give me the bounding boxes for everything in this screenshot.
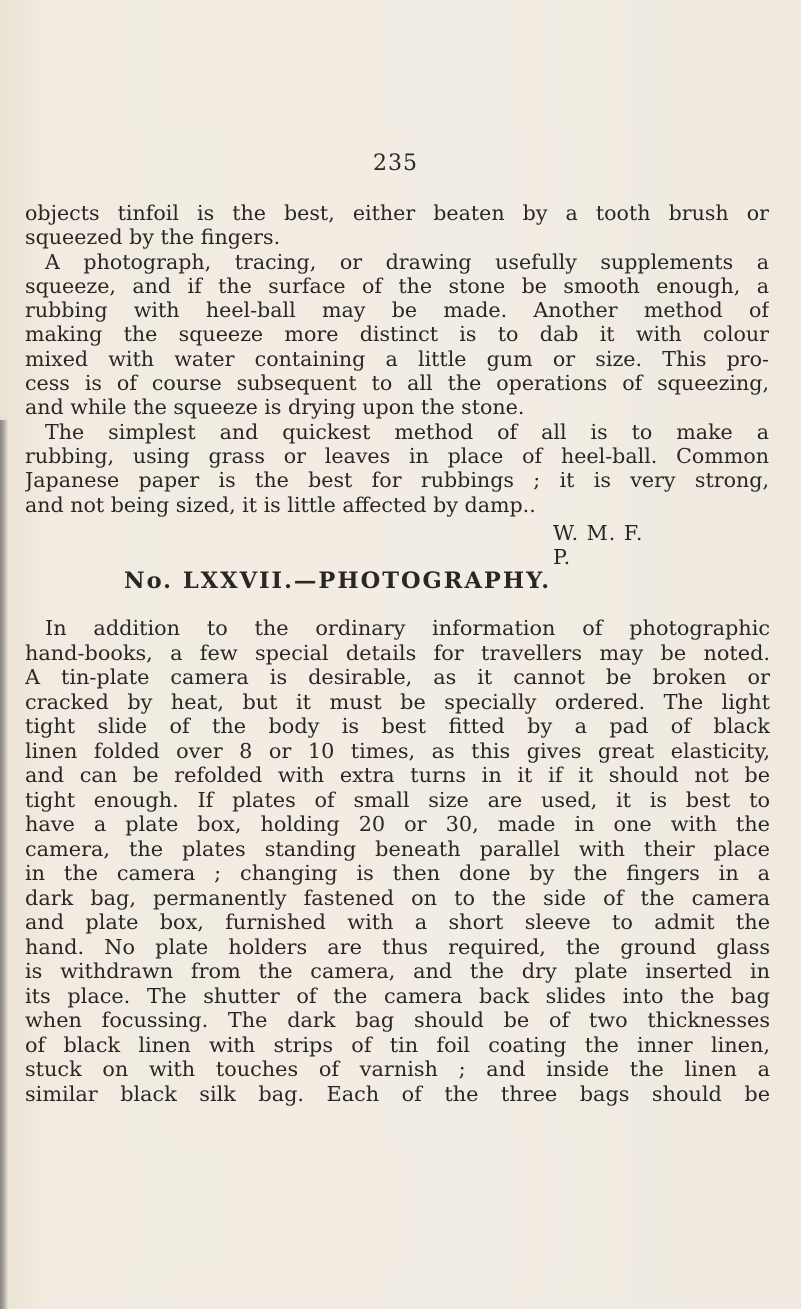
text-line: making the squeeze more distinct is to dab it with colour [25,322,769,347]
text-line: squeeze, and if the surface of the stone be smooth enough, a [25,273,769,298]
text-line: and not being sized, it is little affected by damp.. [25,492,536,517]
text-line: in the camera ; changing is then done by the fingers in a [25,861,770,885]
text-line: tight enough. If plates of small size are used, it is best to [25,787,770,812]
text-line: linen folded over 8 or 10 times, as this gives great elasticity, [25,738,770,763]
text-line: A photograph, tracing, or drawing usefully supplements a [45,249,769,274]
text-line: hand-books, a few special details for travellers may be noted. [25,640,770,665]
text-line: A tin-plate camera is desirable, as it cannot be broken or [25,665,770,689]
text-line: cracked by heat, but it must be specially ordered. The light [25,689,770,714]
text-line: and plate box, furnished with a short sleeve to admit the [25,910,770,934]
text-line: objects tinfoil is the best, either beaten by a tooth brush or [25,201,769,225]
section-heading: No. LXXVII.—PHOTOGRAPHY. [124,568,552,594]
text-line: rubbing with heel-ball may be made. Another method of [25,298,769,323]
text-line: Japanese paper is the best for rubbings ; it is very strong, [25,468,769,493]
text-line: of black linen with strips of tin foil coating the inner linen, [25,1032,770,1057]
paragraph-block-2 [25,616,770,1106]
text-line: camera, the plates standing beneath parallel with their place [25,836,770,861]
text-line: is withdrawn from the camera, and the dry plate inserted in [25,959,770,983]
text-line: hand. No plate holders are thus required, the ground glass [25,934,770,959]
text-line: stuck on with touches of varnish ; and inside the linen a [25,1057,770,1081]
text-line: its place. The shutter of the camera back slides into the bag [25,983,770,1008]
text-line: have a plate box, holding 20 or 30, made in one with the [25,812,770,836]
text-line: and while the squeeze is drying upon the stone. [25,395,525,420]
author-initials: W. M. F. P. [553,521,644,569]
text-line: The simplest and quickest method of all is to make a [45,419,769,444]
text-line: cess is of course subsequent to all the operations of squeezing, [25,371,769,396]
page-number: 235 [373,151,418,176]
page-binding-shadow [0,420,8,1309]
text-line: and can be refolded with extra turns in it if it should not be [25,763,770,787]
text-line: when focussing. The dark bag should be of two thicknesses [25,1008,770,1032]
text-line: mixed with water containing a little gum or size. This pro- [25,346,769,371]
text-line: In addition to the ordinary information of photographic [45,616,770,640]
paragraph-block-1 [25,201,769,517]
text-line: similar black silk bag. Each of the three bags should be [25,1081,770,1106]
text-line: squeezed by the fingers. [25,225,281,250]
text-line: tight slide of the body is best fitted by a pad of black [25,714,770,738]
text-line: rubbing, using grass or leaves in place of heel-ball. Common [25,443,769,468]
text-line: dark bag, permanently fastened on to the side of the camera [25,885,770,910]
